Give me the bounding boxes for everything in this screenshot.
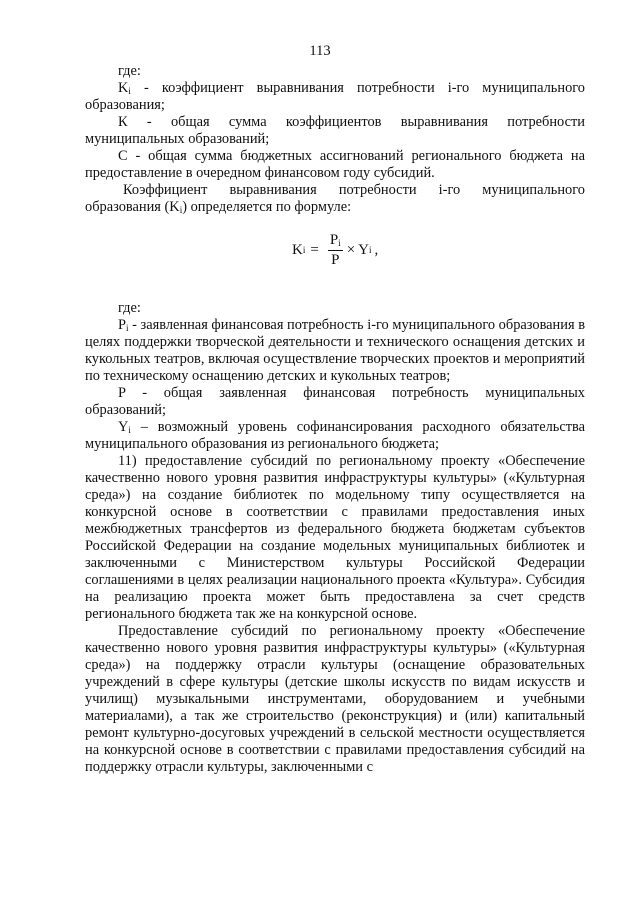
coefficient-subscript: i (179, 205, 183, 215)
yi-symbol: Y (118, 419, 129, 435)
where-label-2: где: (118, 300, 141, 316)
pi-subscript: i (126, 323, 129, 333)
definition-k: К - общая сумма коэффициентов выравнивания потребности муниципальных образований; (85, 114, 585, 147)
formula: K i = $\frac{P_i}{P}$ × Y i , (292, 231, 379, 268)
page-number: 113 (309, 43, 331, 59)
formula-numerator (328, 232, 343, 251)
pi-symbol: P (118, 317, 127, 333)
coefficient-text-b: ) определяется по формуле: (182, 199, 352, 215)
formula-tail: , (374, 241, 379, 258)
definition-pi (85, 317, 585, 385)
formula-denominator: P (331, 251, 340, 268)
definition-ki (85, 80, 585, 114)
yi-text: – возможный уровень софинансирования расходного обязательства муниципального образования из регионального бюджета; (85, 419, 585, 452)
formula-numerator-symbol: P (329, 231, 339, 248)
formula-lhs: K (292, 241, 303, 258)
ki-subscript: i (128, 86, 131, 96)
ki-symbol: K (118, 80, 129, 96)
item-11-paragraph: 11) предоставление субсидий по региональному проекту «Обеспечение качественно нового уровня развития инфраструктуры культуры» («Культурная среда») на создание библиотек по модельному типу осуществляется на конкурсной основе в соответствии с правилами предоставления иных межбюджетных трансфертов из федерального бюджета бюджетам субъектов Российской Федерации на создание модельных муниципальных библиотек и заключенными с Министерством культуры Российской Федерации соглашениями в целях реализации национального проекта «Культура». Субсидия на реализацию проекта может быть предоставлена за счет средств регионального бюджета так же на конкурсной основе. (85, 453, 585, 622)
spacer (85, 290, 585, 300)
definition-p: P - общая заявленная финансовая потребность муниципальных образований; (85, 385, 585, 418)
definition-c: С - общая сумма бюджетных ассигнований регионального бюджета на предоставление в очередном финансовом году субсидий. (85, 148, 585, 181)
definition-yi (85, 419, 585, 453)
document-body (85, 63, 585, 776)
formula-y: Y (358, 241, 369, 258)
yi-subscript: i (128, 425, 131, 435)
formula-equals: = (310, 241, 319, 258)
formula-times: × (346, 241, 356, 258)
formula-numerator-subscript: i (338, 237, 341, 248)
formula-fraction (328, 232, 343, 269)
ki-text: - коэффициент выравнивания потребности i-го муниципального образования; (85, 80, 585, 113)
coefficient-text-a: Коэффициент выравнивания потребности i-го муниципального образования (K (85, 182, 585, 215)
where-label-1: где: (118, 63, 141, 79)
pi-text: - заявленная финансовая потребность i-го муниципального образования в целях поддержки творческой деятельности и технического оснащения детских и кукольных театров, включая осуществление творческих проектов и мероприятий по техническому оснащению детских и кукольных театров; (85, 317, 585, 384)
final-paragraph: Предоставление субсидий по региональному проекту «Обеспечение качественно нового уровня развития инфраструктуры культуры» («Культурная среда») на поддержку отрасли культуры (оснащение образовательных учреждений в сфере культуры (детские школы искусств по видам искусств и училищ) музыкальными инструментами, оборудованием и учебными материалами), а так же строительство (реконструкция) и (или) капитальный ремонт культурно-досуговых учреждений в сельской местности осуществляется на конкурсной основе в соответствии с правилами предоставления субсидий на поддержку отрасли культуры, заключенными с (85, 623, 585, 775)
coefficient-intro (85, 182, 585, 216)
formula-block (85, 216, 585, 290)
